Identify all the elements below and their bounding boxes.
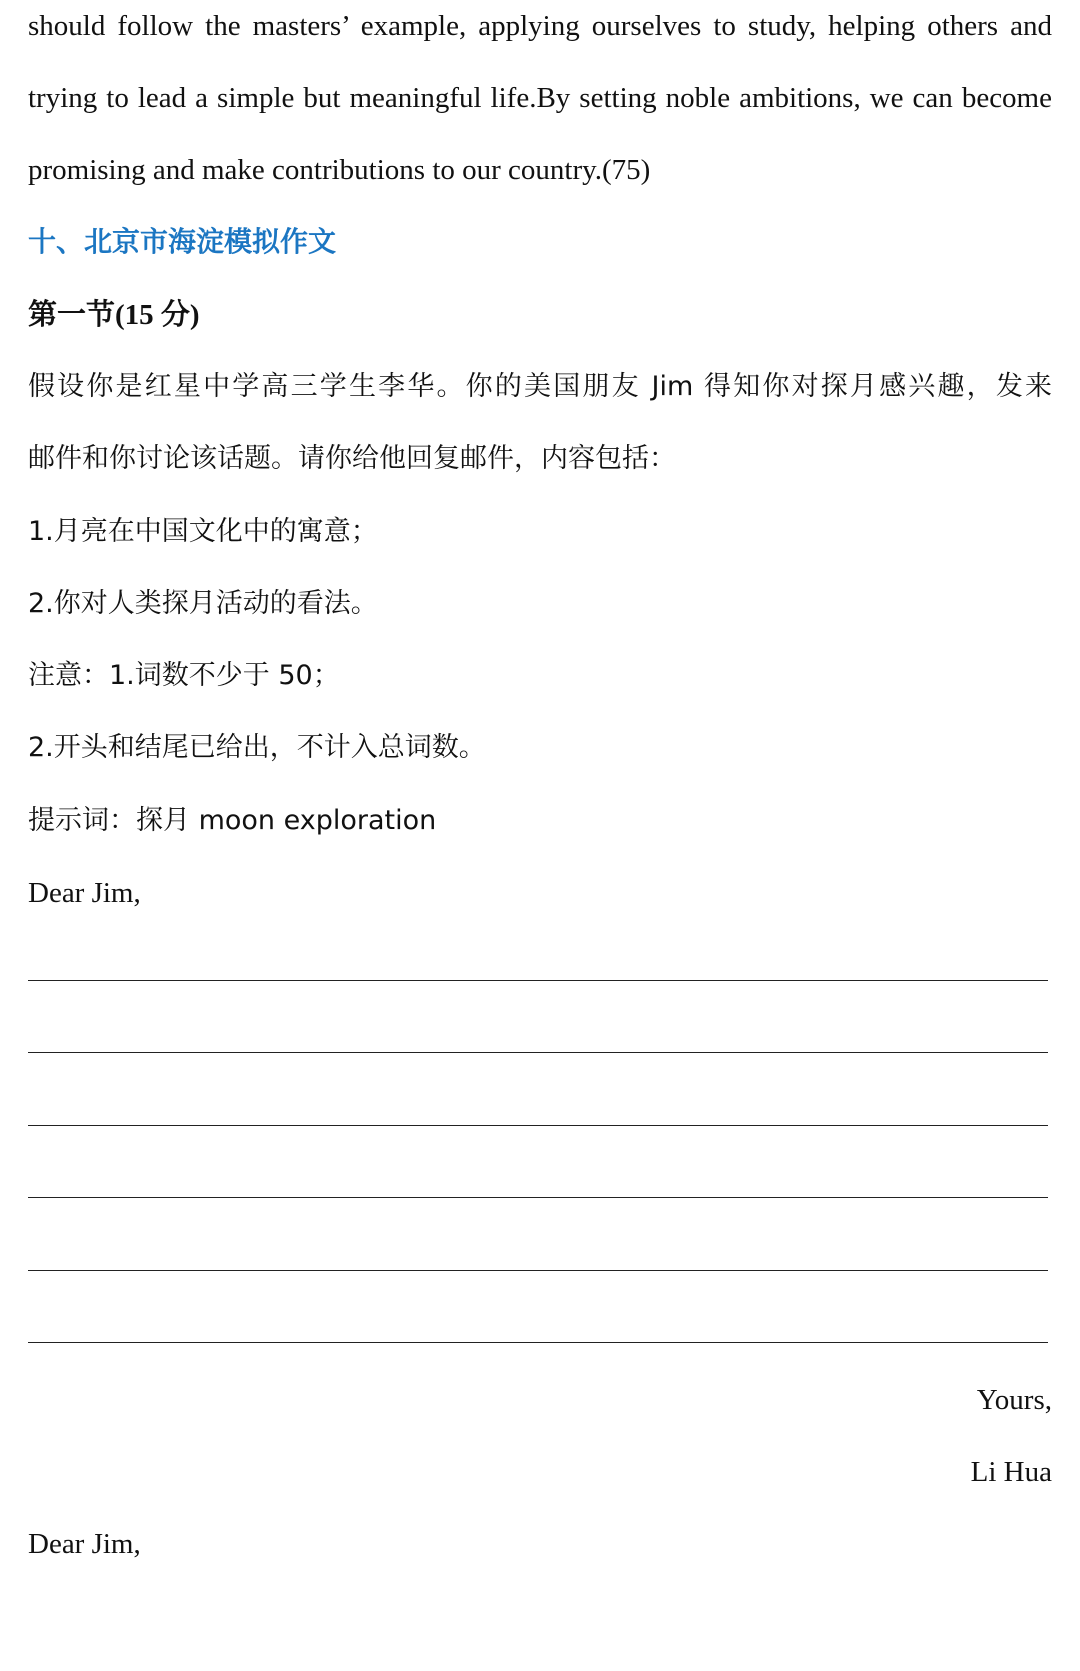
prompt-line-2: 邮件和你讨论该话题。请你给他回复邮件，内容包括： xyxy=(28,443,676,474)
passage-line-1: should follow the masters’ example, applying ourselves to study, helping others and xyxy=(28,10,1052,42)
passage-line-2: trying to lead a simple but meaningful life.By setting noble ambitions, we can become xyxy=(28,82,1052,114)
prompt-point-1: 1.月亮在中国文化中的寓意； xyxy=(28,516,378,547)
document-page xyxy=(28,0,1052,1671)
prompt-point-2: 2.你对人类探月活动的看法。 xyxy=(28,588,378,619)
letter-signature: Li Hua xyxy=(970,1456,1052,1488)
answer-line[interactable] xyxy=(28,1197,1048,1198)
answer-line[interactable] xyxy=(28,980,1048,981)
prompt-line-1: 假设你是红星中学高三学生李华。你的美国朋友 Jim 得知你对探月感兴趣，发来 xyxy=(28,371,1052,402)
letter-greeting-repeat: Dear Jim, xyxy=(28,1528,141,1560)
prompt-note-2: 2.开头和结尾已给出，不计入总词数。 xyxy=(28,732,486,763)
letter-closing: Yours, xyxy=(976,1384,1052,1416)
passage-line-3: promising and make contributions to our country.(75) xyxy=(28,154,651,186)
answer-line[interactable] xyxy=(28,1270,1048,1271)
section-title: 十、北京市海淀模拟作文 xyxy=(28,225,337,258)
prompt-hint: 提示词：探月 moon exploration xyxy=(28,805,437,836)
answer-line[interactable] xyxy=(28,1052,1048,1053)
part-title: 第一节(15 分) xyxy=(28,299,200,331)
answer-line[interactable] xyxy=(28,1125,1048,1126)
prompt-note-1: 注意：1.词数不少于 50； xyxy=(28,660,340,691)
answer-line[interactable] xyxy=(28,1342,1048,1343)
letter-greeting: Dear Jim, xyxy=(28,877,141,909)
